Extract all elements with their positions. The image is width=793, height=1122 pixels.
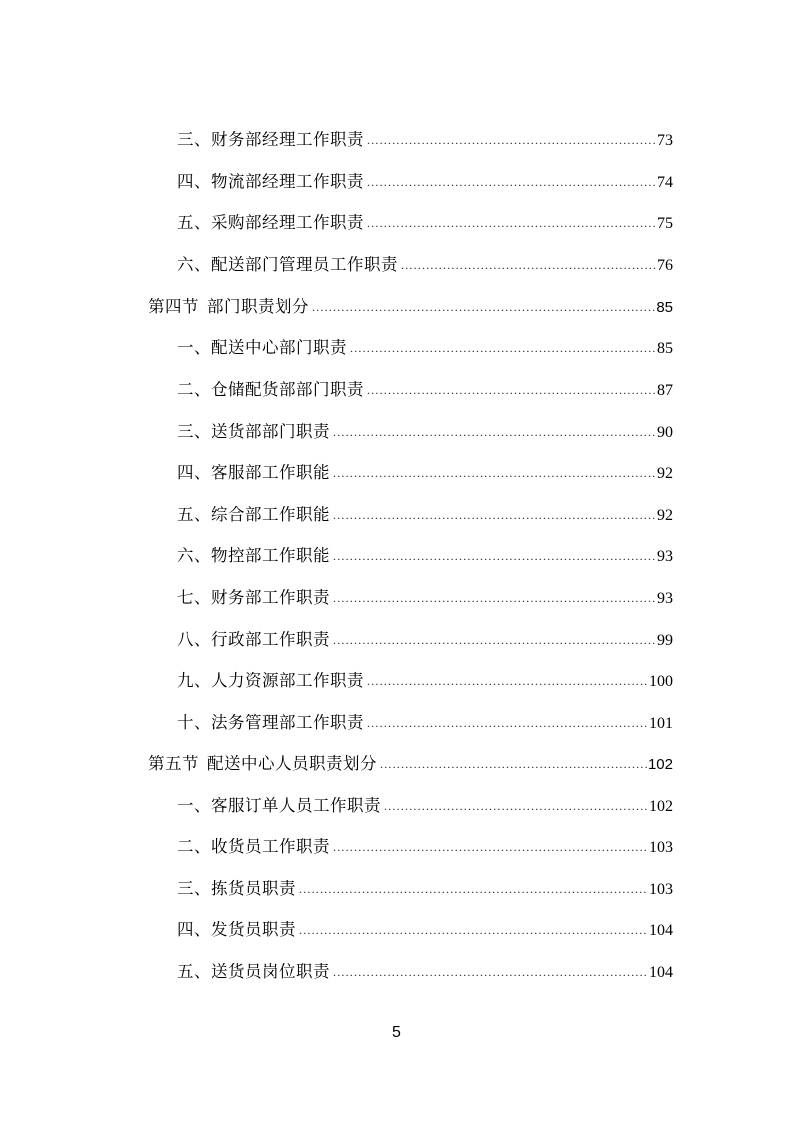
toc-entry[interactable] xyxy=(177,877,673,901)
toc-entry[interactable] xyxy=(177,918,673,942)
toc-dot-leader xyxy=(367,128,656,152)
toc-entry[interactable] xyxy=(177,711,673,735)
toc-entry[interactable] xyxy=(177,586,673,610)
toc-entry-page: 102 xyxy=(647,756,673,773)
toc-entry-title: 二、仓储配货部部门职责 xyxy=(177,380,364,399)
toc-section-heading[interactable] xyxy=(148,295,673,319)
page-number: 5 xyxy=(392,1024,401,1041)
toc-entry[interactable] xyxy=(177,794,673,818)
toc-section-number: 第四节 xyxy=(148,297,199,316)
toc-dot-leader xyxy=(367,378,656,402)
toc-section-number: 第五节 xyxy=(148,754,199,773)
toc-dot-leader xyxy=(380,752,647,776)
toc-entry[interactable] xyxy=(177,170,673,194)
toc-dot-leader xyxy=(333,503,656,527)
toc-entry-page: 93 xyxy=(657,548,673,565)
toc-entry-page: 102 xyxy=(649,798,673,815)
toc-entry-title: 三、拣货员职责 xyxy=(177,879,296,898)
toc-entry-page: 103 xyxy=(649,839,673,856)
toc-entry-title: 四、物流部经理工作职责 xyxy=(177,172,364,191)
toc-entry-page: 85 xyxy=(656,299,673,316)
toc-entry-title: 四、发货员职责 xyxy=(177,920,296,939)
toc-entry-page: 99 xyxy=(657,632,673,649)
toc-section-label: 部门职责划分 xyxy=(207,297,309,316)
toc-entry[interactable] xyxy=(177,378,673,402)
toc-entry-page: 73 xyxy=(657,132,673,149)
toc-dot-leader xyxy=(333,628,656,652)
toc-entry-page: 74 xyxy=(657,174,673,191)
toc-entry-page: 103 xyxy=(649,881,673,898)
toc-entry-page: 75 xyxy=(657,215,673,232)
toc-entry-title: 三、财务部经理工作职责 xyxy=(177,130,364,149)
toc-dot-leader xyxy=(384,794,648,818)
toc-entry[interactable] xyxy=(177,669,673,693)
toc-entry[interactable] xyxy=(177,503,673,527)
toc-entry-title: 三、送货部部门职责 xyxy=(177,422,330,441)
toc-dot-leader xyxy=(367,170,656,194)
toc-entry[interactable] xyxy=(177,211,673,235)
toc-entry[interactable] xyxy=(177,336,673,360)
toc-dot-leader xyxy=(367,211,656,235)
toc-entry-title: 二、收货员工作职责 xyxy=(177,837,330,856)
toc-section-title xyxy=(148,295,309,319)
toc-entry-title: 五、综合部工作职能 xyxy=(177,505,330,524)
toc-entry-page: 87 xyxy=(657,382,673,399)
toc-entry[interactable] xyxy=(177,461,673,485)
toc-section-title xyxy=(148,752,377,776)
toc-entry-page: 90 xyxy=(657,424,673,441)
toc-entry-title: 四、客服部工作职能 xyxy=(177,463,330,482)
toc-entry-page: 92 xyxy=(657,465,673,482)
toc-dot-leader xyxy=(333,544,656,568)
toc-dot-leader xyxy=(333,960,648,984)
toc-entry-title: 八、行政部工作职责 xyxy=(177,630,330,649)
toc-dot-leader xyxy=(350,336,656,360)
toc-entry[interactable] xyxy=(177,544,673,568)
toc-dot-leader xyxy=(367,669,648,693)
toc-entry[interactable] xyxy=(177,628,673,652)
toc-dot-leader xyxy=(299,918,648,942)
toc-entry-title: 七、财务部工作职责 xyxy=(177,588,330,607)
toc-dot-leader xyxy=(333,586,656,610)
toc-entry-page: 100 xyxy=(649,673,673,690)
toc-entry[interactable] xyxy=(177,835,673,859)
toc-entry-page: 101 xyxy=(649,715,673,732)
toc-entry-title: 五、采购部经理工作职责 xyxy=(177,213,364,232)
toc-entry[interactable] xyxy=(177,420,673,444)
toc-entry-title: 一、客服订单人员工作职责 xyxy=(177,796,381,815)
toc-entry-title: 六、配送部门管理员工作职责 xyxy=(177,255,398,274)
toc-entry[interactable] xyxy=(177,128,673,152)
toc-entry-page: 93 xyxy=(657,590,673,607)
toc-entry-title: 一、配送中心部门职责 xyxy=(177,338,347,357)
toc-entry-page: 76 xyxy=(657,257,673,274)
toc-entry-title: 九、人力资源部工作职责 xyxy=(177,671,364,690)
toc-entry-title: 五、送货员岗位职责 xyxy=(177,962,330,981)
toc-dot-leader xyxy=(367,711,648,735)
toc-entry-title: 六、物控部工作职能 xyxy=(177,546,330,565)
toc-entry-page: 104 xyxy=(649,964,673,981)
toc-section-label: 配送中心人员职责划分 xyxy=(207,754,377,773)
toc-entry-page: 85 xyxy=(657,340,673,357)
toc-entry-page: 92 xyxy=(657,507,673,524)
toc-entry-page: 104 xyxy=(649,922,673,939)
toc-dot-leader xyxy=(401,253,656,277)
toc-entry[interactable] xyxy=(177,253,673,277)
toc-section-heading[interactable] xyxy=(148,752,673,776)
toc-dot-leader xyxy=(312,295,655,319)
toc-dot-leader xyxy=(333,835,648,859)
toc-entry-title: 十、法务管理部工作职责 xyxy=(177,713,364,732)
toc-dot-leader xyxy=(299,877,648,901)
toc-entry[interactable] xyxy=(177,960,673,984)
toc-dot-leader xyxy=(333,461,656,485)
toc-dot-leader xyxy=(333,420,656,444)
